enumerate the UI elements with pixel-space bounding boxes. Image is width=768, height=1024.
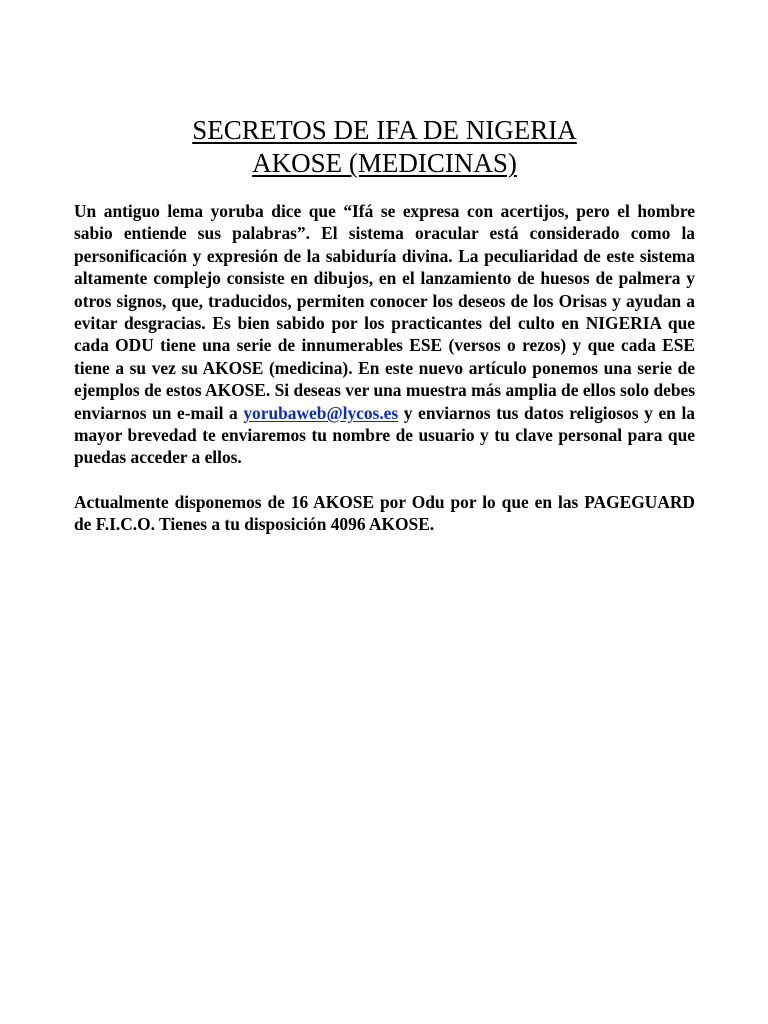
document-title-line-2 (74, 147, 695, 180)
document-title-line-1 (74, 114, 695, 147)
email-link[interactable]: yorubaweb@lycos.es (243, 402, 399, 423)
document-page (74, 114, 695, 536)
paragraph-intro (74, 200, 695, 469)
document-title-line-2-text: AKOSE (MEDICINAS) (252, 148, 517, 178)
paragraph-akose-count: Actualmente disponemos de 16 AKOSE por Odu por lo que en las PAGEGUARD de F.I.C.O. Tienes a tu disposición 4096 AKOSE. (74, 491, 695, 535)
paragraph-intro-text-before-email: Un antiguo lema yoruba dice que “Ifá se expresa con acertijos, pero el hombre sabio entiende sus palabras”. El sistema oracular está considerado como la personificación y expresión de la sabiduría divina. La peculiaridad de este sistema altamente complejo consiste en dibujos, en el lanzamiento de huesos de palmera y otros signos, que, traducidos, permiten conocer los deseos de los Orisas y ayudan a evitar desgracias. Es bien sabido por los practicantes del culto en NIGERIA que cada ODU tiene una serie de innumerables ESE (versos o rezos) y que cada ESE tiene a su vez su AKOSE (medicina). En este nuevo artículo ponemos una serie de ejemplos de estos AKOSE. Si deseas ver una muestra más amplia de ellos solo debes enviarnos un e-mail a (74, 201, 695, 423)
paragraph-intro-text-after-email: y enviarnos tus datos religiosos y en la mayor brevedad te enviaremos tu nombre de usuario y tu clave personal para que puedas acceder a ellos. (74, 402, 695, 468)
title-block (74, 114, 695, 180)
document-title-line-1-text: SECRETOS DE IFA DE NIGERIA (192, 115, 577, 145)
